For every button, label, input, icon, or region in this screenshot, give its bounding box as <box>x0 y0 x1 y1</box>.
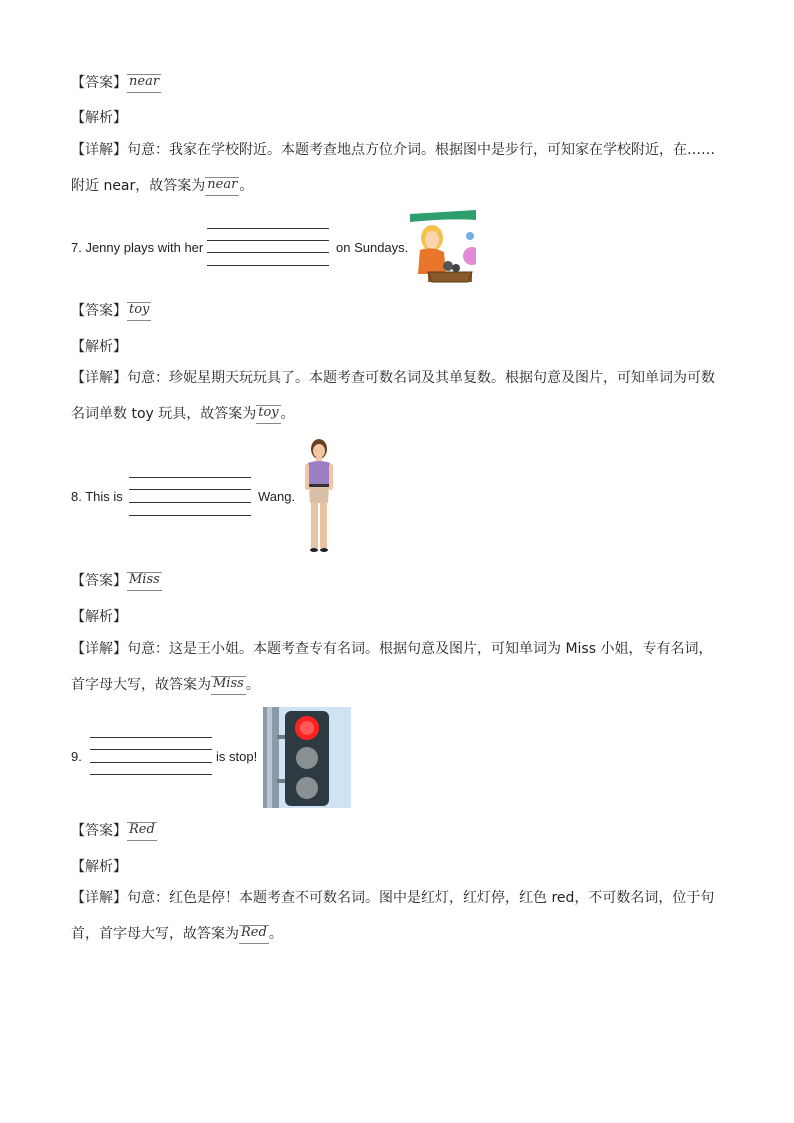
handwritten-answer: Red <box>239 923 269 945</box>
handwritten-answer: Red <box>127 820 157 842</box>
q9-detail-line2 <box>71 923 283 945</box>
q7-answer-line <box>71 300 151 322</box>
q7-after-text: on Sundays. <box>336 240 409 255</box>
q8-question-text: 8. This is <box>71 489 123 504</box>
detail-text: 首，首字母大写，故答案为 <box>71 926 239 942</box>
answer-label: 【答案】 <box>71 823 127 839</box>
answer-label: 【答案】 <box>71 75 127 91</box>
girl-playing-toy-image <box>410 210 476 285</box>
q9-analysis-label: 【解析】 <box>71 859 127 875</box>
handwritten-answer: toy <box>256 403 280 425</box>
q8-detail-line1 <box>71 639 712 659</box>
answer-label: 【答案】 <box>71 573 127 589</box>
q6-detail-line2 <box>71 175 253 197</box>
detail-text: 附近 near，故答案为 <box>71 178 206 194</box>
detail-label: 【详解】 <box>71 890 127 906</box>
q8-after-text: Wang. <box>258 489 296 504</box>
woman-standing-image <box>301 437 337 555</box>
handwritten-answer: toy <box>127 300 151 322</box>
detail-label: 【详解】 <box>71 142 127 158</box>
q9-after-text: is stop! <box>216 749 258 764</box>
detail-text: 句意：珍妮星期天玩玩具了。本题考查可数名词及其单复数。根据句意及图片，可知单词为可数 <box>127 370 715 386</box>
q8-answer-line <box>71 570 162 592</box>
q6-analysis-label: 【解析】 <box>71 110 127 126</box>
q9-answer-line <box>71 820 157 842</box>
q6-answer-line <box>71 72 161 94</box>
answer-label: 【答案】 <box>71 303 127 319</box>
detail-label: 【详解】 <box>71 370 127 386</box>
q9-detail-line1 <box>71 888 714 908</box>
handwritten-answer: near <box>127 72 161 94</box>
q8-analysis-label: 【解析】 <box>71 609 127 625</box>
q7-detail-line1 <box>71 368 715 388</box>
detail-text: 首字母大写，故答案为 <box>71 677 211 693</box>
q9-question-text: 9. <box>71 749 82 764</box>
q7-question-text: 7. Jenny plays with her <box>71 240 204 255</box>
detail-text: 。 <box>268 926 283 942</box>
handwritten-answer: Miss <box>127 570 162 592</box>
detail-text: 。 <box>245 677 260 693</box>
detail-text: 句意：我家在学校附近。本题考查地点方位介词。根据图中是步行，可知家在学校附近，在…… <box>127 142 715 158</box>
detail-text: 句意：红色是停！本题考查不可数名词。图中是红灯，红灯停，红色 red，不可数名词，位于句 <box>127 890 715 906</box>
detail-text: 。 <box>280 406 295 422</box>
detail-text: 句意：这是王小姐。本题考查专有名词。根据句意及图片，可知单词为 Miss 小姐，专有名词， <box>127 641 713 657</box>
q6-detail-line1 <box>71 140 715 160</box>
detail-text: 名词单数 toy 玩具，故答案为 <box>71 406 257 422</box>
q8-detail-line2 <box>71 674 260 696</box>
detail-label: 【详解】 <box>71 641 127 657</box>
detail-text: 。 <box>239 178 254 194</box>
handwritten-answer: Miss <box>211 674 246 696</box>
q7-detail-line2 <box>71 403 295 425</box>
traffic-light-image <box>263 707 351 808</box>
handwritten-answer: near <box>205 175 239 197</box>
q7-analysis-label: 【解析】 <box>71 339 127 355</box>
